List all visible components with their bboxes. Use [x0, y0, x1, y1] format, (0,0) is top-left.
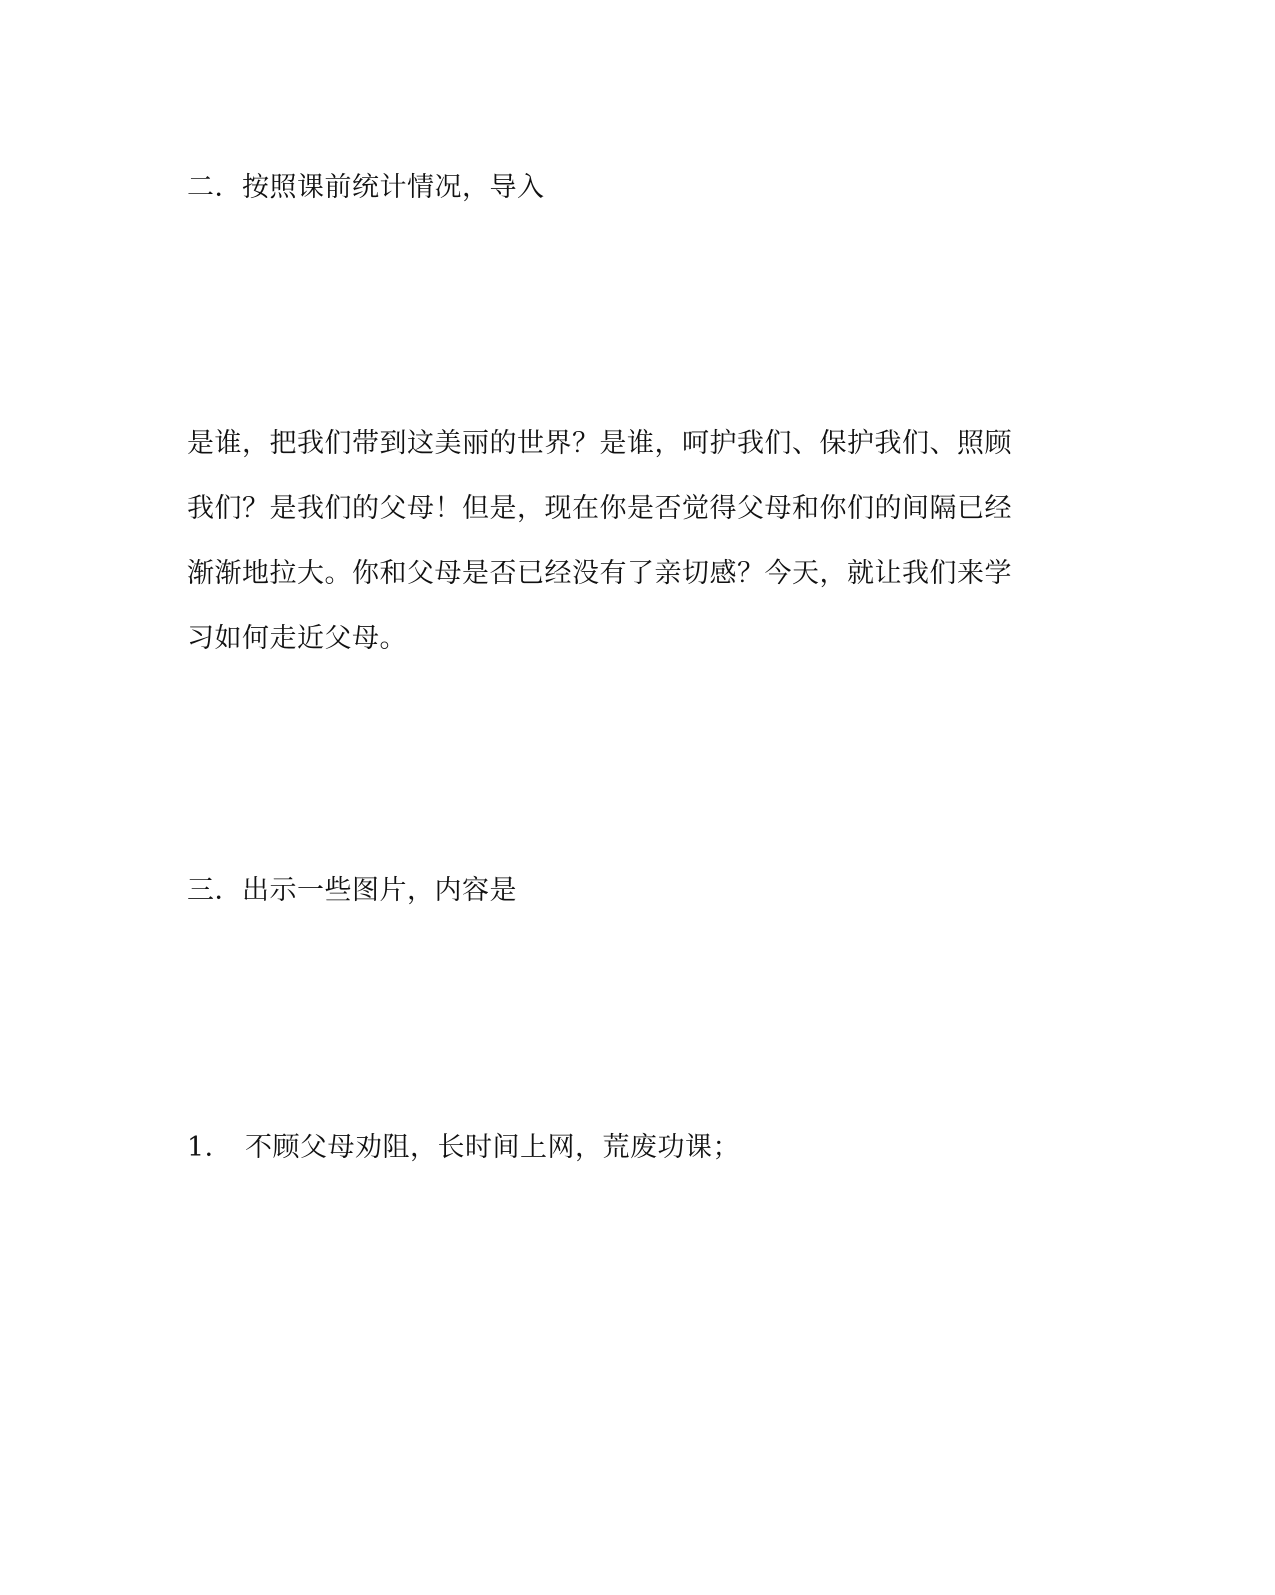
- section-2-heading: 二．按照课前统计情况，导入: [187, 172, 545, 203]
- intro-paragraph: [187, 426, 1052, 686]
- list-item-text: 不顾父母劝阻，长时间上网，荒废功课；: [245, 1132, 740, 1163]
- section-3-heading: 三．出示一些图片，内容是: [187, 875, 517, 906]
- paragraph-line: 是谁，把我们带到这美丽的世界？是谁，呵护我们、保护我们、照顾: [187, 428, 1012, 459]
- list-item-number: 1．: [187, 1132, 233, 1163]
- list-item: [187, 1130, 740, 1166]
- paragraph-line: 我们？是我们的父母！但是，现在你是否觉得父母和你们的间隔已经: [187, 493, 1012, 524]
- paragraph-line: 习如何走近父母。: [187, 623, 407, 654]
- paragraph-line: 渐渐地拉大。你和父母是否已经没有了亲切感？今天，就让我们来学: [187, 558, 1012, 589]
